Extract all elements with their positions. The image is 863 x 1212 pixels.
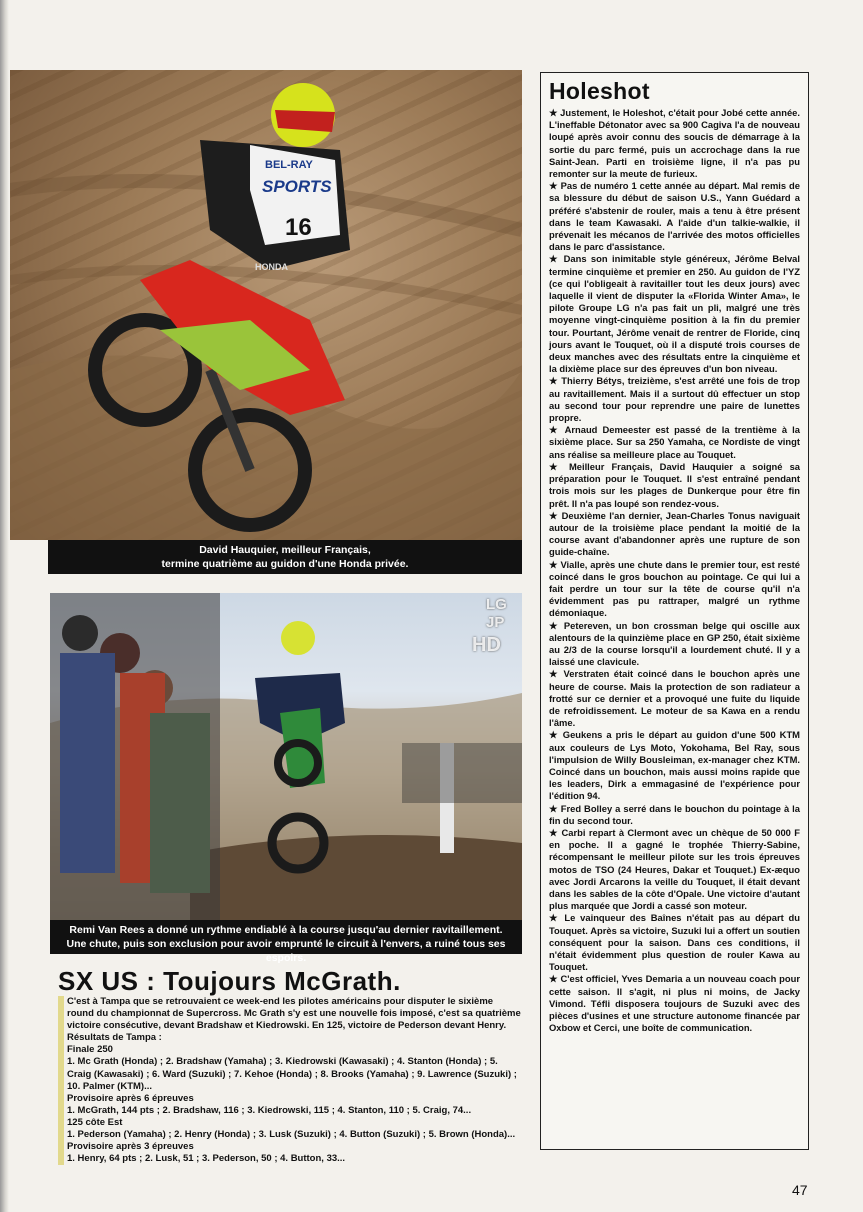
sidebar-paragraph: ★ Carbi repart à Clermont avec un chèque de 50 000 F en poche. Il a gagné le trophée Thierry-Sabine, récompensant le meilleur pilote sur les trois épreuves motos de TSO (24 Heures, Dakar et Touquet.) Ex-æquo avec Jordi Arcarons la veille du Touquet, il était devant dans les sables de la côte d'Opale. Une victoire d'autant plus marquée que Jordi a cassé son moteur.	[549, 826, 800, 912]
caption-2-line-1: Remi Van Rees a donné un rythme endiablé à la course jusqu'au dernier ravitaillement.	[69, 924, 503, 936]
sidebar-paragraph: ★ Dans son inimitable style généreux, Jérôme Belval termine cinquième et premier en 250. Au guidon de l'YZ (ce qui l'obligeait à ravitailler tout les deux jours) avec laquelle il vient de disputer la «Florida Winter Ama», le pilote Groupe LG n'a pas fait un pli, malgré une très moyenne vingt-cinquième position à la fin du premier tour. Pourtant, Jérôme venait de rentrer de Floride, cinq jours avant le Touquet, où il a disputé trois courses de deux manches avec des résultats entre la cinquième et la dixième place sur des épreuves d'un bon niveau.	[549, 253, 800, 375]
holeshot-sidebar	[540, 72, 809, 1150]
sx-125-heading: 125 côte Est	[67, 1116, 123, 1128]
bib-number: 16	[285, 214, 312, 241]
sidebar-paragraph: ★ C'est officiel, Yves Demaria a un nouveau coach pour cette saison. Il s'agit, ni plus ni moins, de Jacky Vimond. Téfli disposera toujours de Suzuki avec des pièces d'usines et une structure autonome financée par Oxbow et Cerci, une boîte de communication.	[549, 973, 800, 1034]
bib-sponsor: BEL-RAY	[265, 159, 313, 171]
page-binding	[0, 0, 9, 1212]
caption-photo-2	[50, 920, 522, 964]
watermark-lg: LG	[486, 596, 507, 613]
sidebar-paragraph: ★ Vialle, après une chute dans le premier tour, est resté coincé dans le gros bouchon au pointage. Ce qui lui a fait perdre un tour sur la tête de course qu'il n'a évidemment pas pu rattraper, malgré un rythme démoniaque.	[549, 558, 800, 619]
sidebar-paragraph: ★ Le vainqueur des Baînes n'était pas au départ du Touquet. Après sa victoire, Suzuki lui a offert un soutien conséquent pour la saison. Dans ces conditions, il n'était évidemment plus question de rouler Kawa au Touquet.	[549, 912, 800, 973]
sidebar-paragraph: ★ Pas de numéro 1 cette année au départ. Mal remis de sa blessure du début de saison U.S., Yann Guédard a préféré s'abstenir de rouler, mais a tenu à être présent dans le team Kawasaki. A l'aide d'un talkie-walkie, il prévenait les mécanos de l'arrivée des motos officielles dans le parc d'assistance.	[549, 180, 800, 253]
sidebar-paragraph: ★ Thierry Bétys, treizième, s'est arrêté une fois de trop au ravitaillement. Mais il a surtout dû effectuer un stop au second tour pour reprendre une paire de lunettes propre.	[549, 375, 800, 424]
sidebar-title: Holeshot	[549, 78, 650, 104]
bike-brand-label: HONDA	[255, 262, 288, 272]
watermark-logo	[448, 593, 522, 668]
sidebar-paragraph: ★ Justement, le Holeshot, c'était pour Jobé cette année. L'ineffable Détonator avec sa 900 Cagiva l'a de nouveau loupé après avoir connu des soucis de démarrage à la sortie du parc fermé, puis un accrochage dans la rue Saint-Jean. Parti en troisième ligne, il n'a pas pu remonter sur la meute de furieux.	[549, 107, 800, 180]
sx-us-headline: SX US : Toujours McGrath.	[58, 966, 401, 996]
photo-van-rees	[50, 593, 522, 920]
page-number: 47	[792, 1182, 808, 1198]
caption-1-line-2: termine quatrième au guidon d'une Honda privée.	[161, 558, 409, 570]
sx-125-results: 1. Pederson (Yamaha) ; 2. Henry (Honda) ; 3. Lusk (Suzuki) ; 4. Button (Suzuki) ; 5. Brown (Honda)...	[67, 1129, 516, 1141]
sx-standings-125-heading: Provisoire après 3 épreuves	[67, 1141, 194, 1153]
sidebar-paragraph: ★ Verstraten était coincé dans le bouchon après une heure de course. Mais la protection de son radiateur a frotté sur ce dernier et a provoqué une fuite du liquide de refroidissement. Le moteur de sa Kawa en a rendu l'âme.	[549, 668, 800, 729]
sx-results-heading: Résultats de Tampa :	[67, 1032, 162, 1044]
sidebar-paragraph: ★ Geukens a pris le départ au guidon d'une 500 KTM aux couleurs de Lys Moto, Yokohama, Bel Ray, sous l'impulsion de Willy Bousleiman, ex-manager chez KTM. Coincé dans un bouchon, mais aussi moins rapide que les leaders, Dirk a emmagasiné de l'expérience pour l'édition 94.	[549, 729, 800, 802]
sx-standings-250: 1. McGrath, 144 pts ; 2. Bradshaw, 116 ; 3. Kiedrowski, 115 ; 4. Stanton, 110 ; 5. Craig, 74...	[67, 1104, 472, 1116]
sx-finale-250-results: 1. Mc Grath (Honda) ; 2. Bradshaw (Yamaha) ; 3. Kiedrowski (Kawasaki) ; 4. Stanton (Honda) ; 5. Craig (Kawasaki) ; 6. Ward (Suzuki) ; 7. Kehoe (Honda) ; 8. Brooks (Yamaha) ; 9. Lawrence (Suzuki) ; 10. Palmer (KTM)...	[67, 1056, 517, 1092]
sx-us-body	[58, 996, 522, 1165]
sx-finale-250-heading: Finale 250	[67, 1044, 113, 1056]
watermark-jp: JP	[486, 614, 505, 631]
sidebar-paragraph: ★ Petereven, un bon crossman belge qui oscille aux alentours de la quinzième place en GP 250, était sixième au 2/3 de la course lorsqu'il a lourdement chuté. Il y a laissé une clavicule.	[549, 619, 800, 668]
rider-illustration-1	[10, 70, 522, 540]
caption-photo-1	[48, 540, 522, 574]
sidebar-paragraph: ★ Deuxième l'an dernier, Jean-Charles Tonus naviguait autour de la troisième place pendant la moitié de la course avant d'abandonner après une rupture de son guide-chaîne.	[549, 509, 800, 558]
sidebar-paragraph: ★ Arnaud Demeester est passé de la trentième à la sixième place. Sur sa 250 Yamaha, ce Nordiste de vingt ans réalise sa meilleure place au Touquet.	[549, 424, 800, 460]
caption-1-line-1: David Hauquier, meilleur Français,	[199, 544, 371, 556]
sidebar-paragraph: ★ Meilleur Français, David Hauquier a soigné sa préparation pour le Touquet. Il s'est entraîné pendant trois mois sur les plages de Dunkerque pour être fin prêt. Il n'a pas loupé son rendez-vous.	[549, 460, 800, 509]
sidebar-paragraph: ★ Fred Bolley a serré dans le bouchon du pointage à la fin du second tour.	[549, 802, 800, 826]
bib-label: SPORTS	[262, 177, 332, 196]
watermark-hd: HD	[472, 634, 501, 656]
caption-2-line-2: Une chute, puis son exclusion pour avoir emprunté le circuit à l'envers, a ruiné tous ses espoirs.	[66, 938, 506, 964]
sx-standings-250-heading: Provisoire après 6 épreuves	[67, 1092, 194, 1104]
sx-standings-125: 1. Henry, 64 pts ; 2. Lusk, 51 ; 3. Pederson, 50 ; 4. Button, 33...	[67, 1153, 346, 1165]
photo-hauquier	[10, 70, 522, 540]
sx-intro: C'est à Tampa que se retrouvaient ce week-end les pilotes américains pour disputer le sixième round du championnat de Supercross. Mc Grath s'y est une nouvelle fois imposé, c'est sa quatrième victoire consécutive, devant Bradshaw et Kiedrowski. En 125, victoire de Pederson devant Henry.	[67, 996, 521, 1032]
